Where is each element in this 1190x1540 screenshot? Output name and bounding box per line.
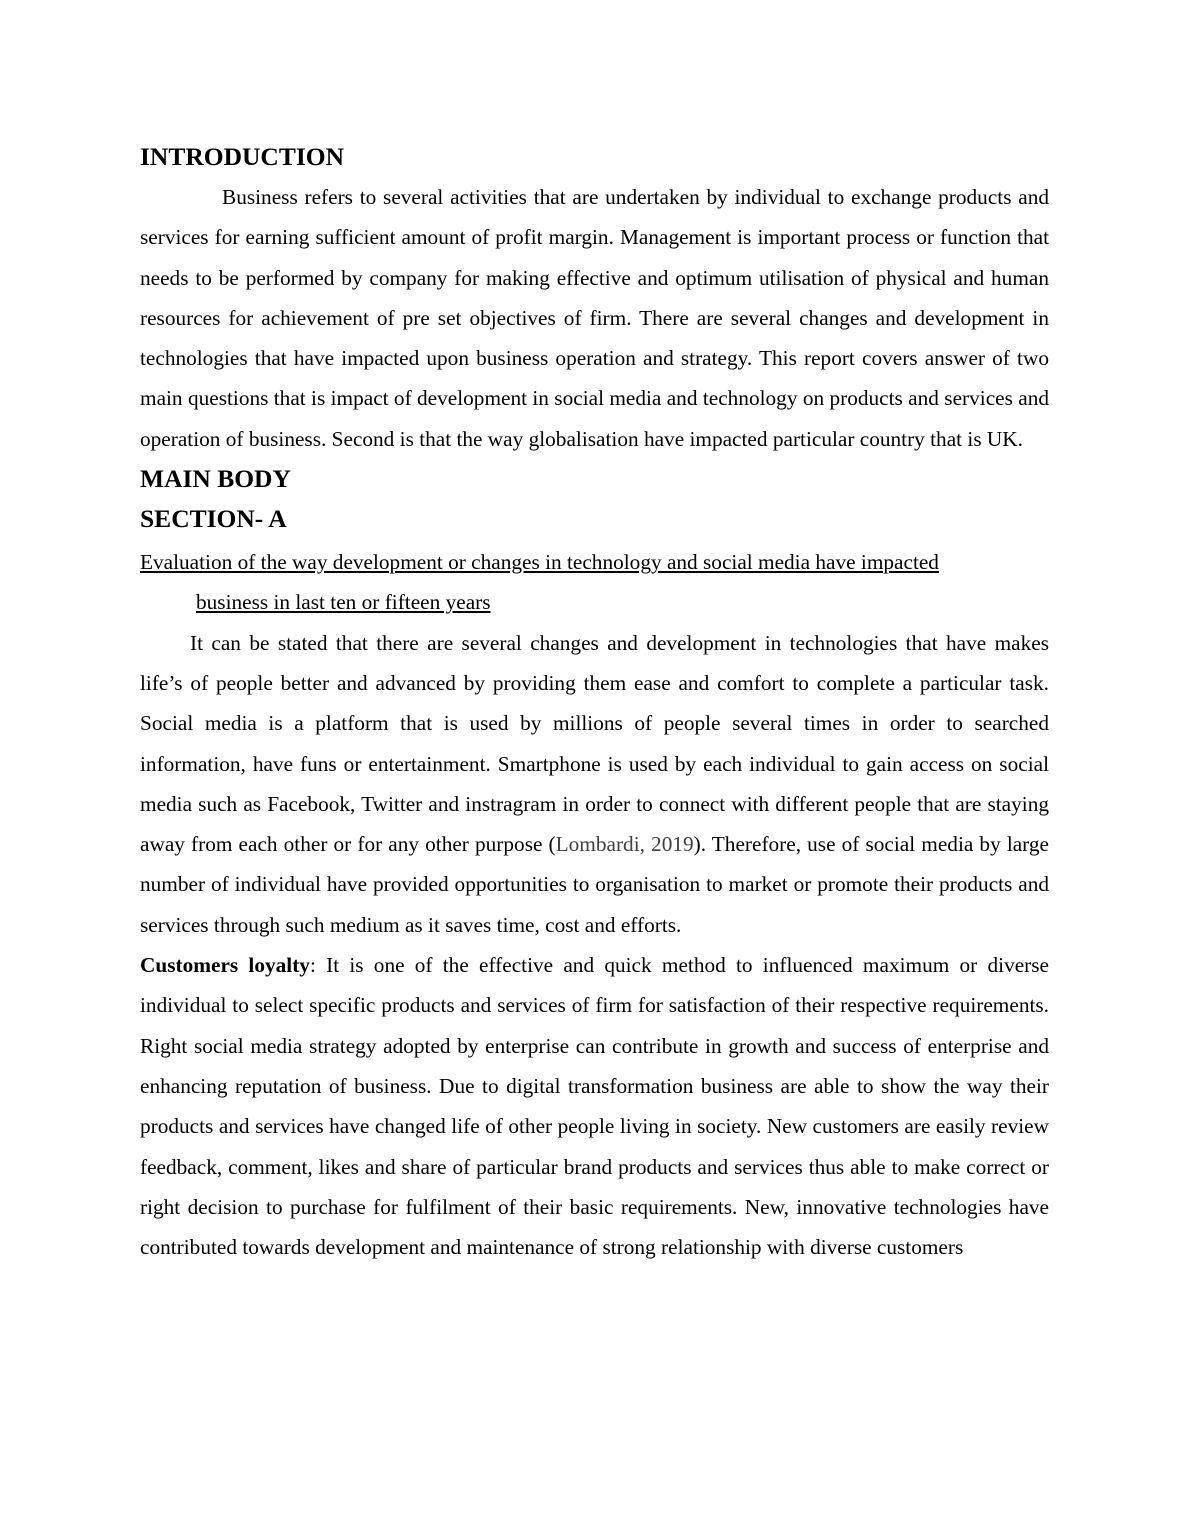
customers-loyalty-text: : It is one of the effective and quick method to influenced maximum or diverse individual to select specific products and services of firm for satisfaction of their respective requirements. Right social media strategy adopted by enterprise can contribute in growth and success of enterprise and enhancing reputation of business. Due to digital transformation business are able to show the way their products and services have changed life of other people living in society. New customers are easily review feedback, comment, likes and share of particular brand products and services thus able to make correct or right decision to purchase for fulfilment of their basic requirements. New, innovative technologies have contributed towards development and maintenance of strong relationship with diverse customers: [140, 953, 1050, 1260]
paragraph-1-text-a: It can be stated that there are several changes and development in technologies that have makes life’s of people better and advanced by providing them ease and comfort to complete a particular task. Social media is a platform that is used by millions of people several times in order to searched information, have funs or entertainment. Smartphone is used by each individual to gain access on social media such as Facebook, Twitter and instragram in order to connect with different people that are staying away from each other or for any other purpose (: [140, 630, 1049, 857]
section-a-heading: SECTION- A: [140, 504, 287, 534]
customers-loyalty-term: Customers loyalty: [140, 953, 310, 978]
citation: Lombardi, 2019: [555, 832, 694, 857]
section-a-paragraph-1: [140, 623, 1049, 945]
subheading-line-1: Evaluation of the way development or changes in technology and social media have impacted: [140, 550, 939, 575]
paragraph-1-text-b: ). Therefore, use of social media by large number of individual have provided opportunities to organisation to market or promote their products and services through such medium as it saves time, cost and efforts.: [140, 832, 1049, 937]
subheading-line-2: business in last ten or fifteen years: [196, 590, 491, 615]
customers-loyalty-paragraph: [140, 945, 1049, 1267]
document-page: [140, 137, 1049, 1267]
introduction-paragraph: Business refers to several activities that are undertaken by individual to exchange products and services for earning sufficient amount of profit margin. Management is important process or function that needs to be performed by company for making effective and optimum utilisation of physical and human resources for achievement of pre set objectives of firm. There are several changes and development in technologies that have impacted upon business operation and strategy. This report covers answer of two main questions that is impact of development in social media and technology on products and services and operation of business. Second is that the way globalisation have impacted particular country that is UK.: [140, 185, 1049, 451]
section-a-subheading: [140, 542, 1049, 623]
introduction-heading: INTRODUCTION: [140, 142, 345, 171]
main-body-heading: MAIN BODY: [140, 464, 291, 494]
